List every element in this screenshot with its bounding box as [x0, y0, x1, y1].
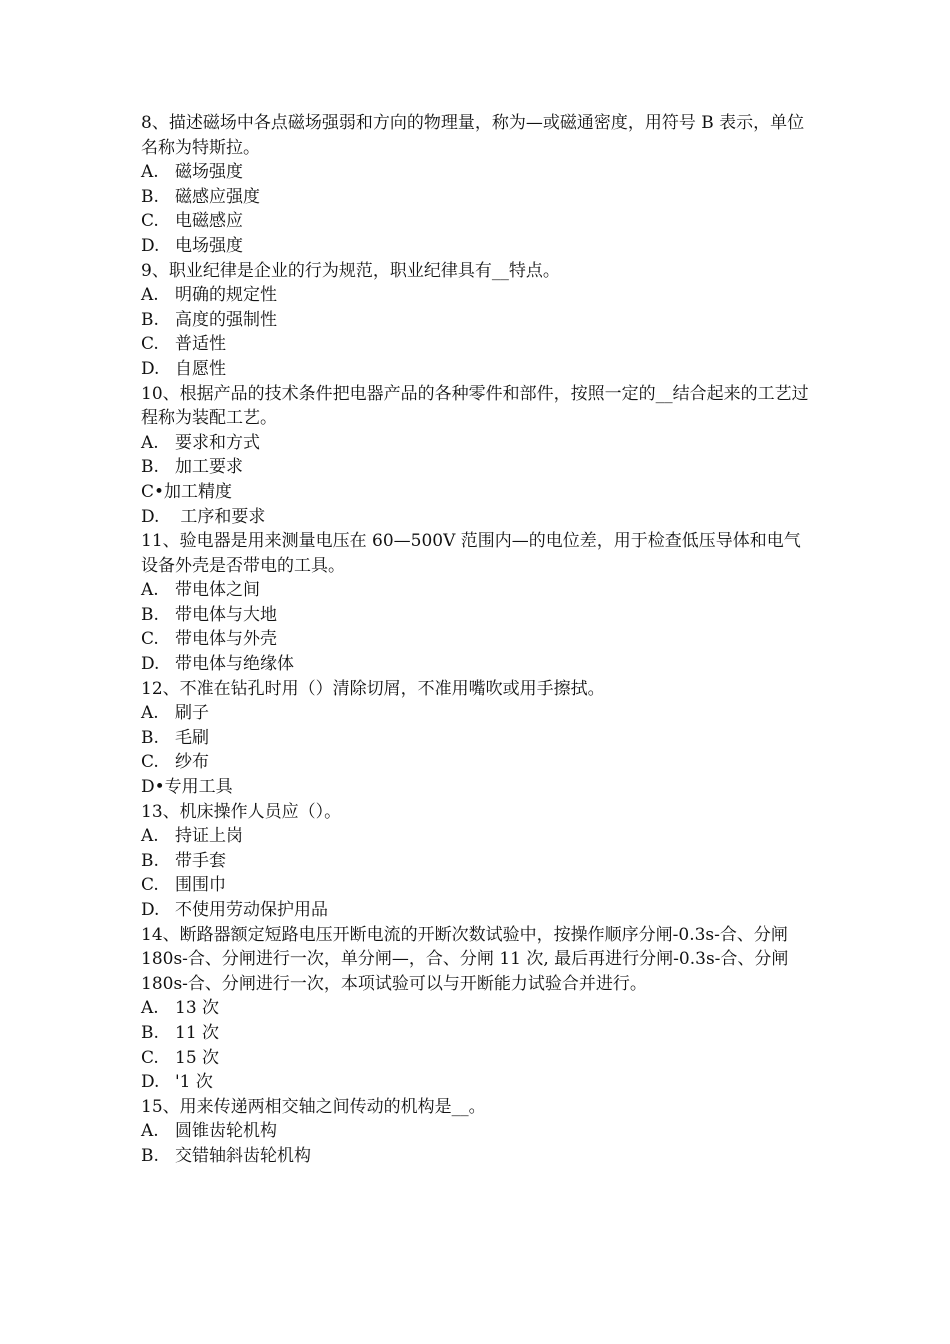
question-block [141, 259, 813, 382]
answer-option [141, 505, 813, 530]
answer-option [141, 1046, 813, 1071]
question-text: 15、用来传递两相交轴之间传动的机构是__。 [141, 1096, 486, 1117]
option-text: 磁场强度 [175, 162, 243, 183]
option-letter: D. [141, 900, 160, 920]
answer-option [141, 701, 813, 726]
option-letter: D. [141, 654, 160, 675]
answer-option [141, 1021, 813, 1046]
answer-option [141, 996, 813, 1021]
answer-option [141, 332, 813, 357]
option-text: 磁感应强度 [175, 186, 260, 207]
answer-option [141, 431, 813, 456]
option-letter: B. [141, 604, 159, 625]
option-text: 带手套 [175, 850, 226, 871]
option-text: 要求和方式 [175, 432, 260, 453]
question-block [141, 923, 813, 1095]
option-letter: A. [141, 998, 159, 1019]
option-text: 加工要求 [175, 457, 243, 478]
question-text: 10、根据产品的技术条件把电器产品的各种零件和部件，按照一定的__结合起来的工艺过程称为装配工艺。 [141, 383, 809, 429]
option-text: 13 次 [175, 998, 220, 1019]
option-text: 不使用劳动保护用品 [175, 900, 328, 920]
option-letter: C. [141, 1047, 159, 1068]
option-text: '1 次 [175, 1072, 213, 1093]
option-letter: A. [141, 826, 159, 847]
answer-option [141, 185, 813, 210]
question-text: 13、机床操作人员应（）。 [141, 801, 342, 822]
option-text: 带电体与外壳 [175, 629, 277, 650]
answer-option [141, 603, 813, 628]
answer-option [141, 627, 813, 652]
answer-option [141, 750, 813, 775]
answer-option [141, 160, 813, 185]
option-letter: A. [141, 580, 159, 601]
option-text: 明确的规定性 [175, 285, 277, 306]
option-letter: A. [141, 432, 159, 453]
option-text: 交错轴斜齿轮机构 [175, 1145, 311, 1166]
option-letter: C. [141, 629, 159, 650]
answer-option [141, 873, 813, 898]
option-text: C•加工精度 [141, 481, 233, 502]
option-letter: C. [141, 334, 159, 355]
answer-option [141, 824, 813, 849]
option-text: 高度的强制性 [175, 309, 277, 330]
option-text: 刷子 [175, 703, 209, 724]
option-letter: D. [141, 235, 160, 256]
option-letter: A. [141, 703, 159, 724]
answer-option [141, 234, 813, 259]
question-text: 9、职业纪律是企业的行为规范，职业纪律具有__特点。 [141, 260, 560, 281]
option-text: 毛刷 [175, 727, 209, 748]
answer-option [141, 775, 813, 800]
option-text: 带电体与绝缘体 [175, 654, 294, 675]
option-text: 电磁感应 [175, 211, 243, 232]
question-block [141, 677, 813, 800]
option-letter: D. [141, 506, 160, 527]
answer-option [141, 578, 813, 603]
option-letter: B. [141, 1145, 159, 1166]
option-letter: B. [141, 1022, 159, 1043]
option-text: 围围巾 [175, 875, 226, 896]
option-text: 带电体与大地 [175, 604, 277, 625]
option-text: 11 次 [175, 1022, 220, 1043]
option-letter: A. [141, 1121, 159, 1142]
option-text: 带电体之间 [175, 580, 260, 601]
option-text: D•专用工具 [141, 777, 233, 798]
option-text: 15 次 [175, 1047, 220, 1068]
answer-option [141, 1119, 813, 1144]
option-letter: B. [141, 186, 159, 207]
option-text: 纱布 [175, 752, 209, 773]
option-text: 自愿性 [175, 358, 226, 379]
answer-option [141, 308, 813, 333]
option-text: 电场强度 [175, 235, 243, 256]
answer-option [141, 849, 813, 874]
option-letter: B. [141, 309, 159, 330]
answer-option [141, 1144, 813, 1169]
option-letter: B. [141, 850, 159, 871]
question-text: 8、描述磁场中各点磁场强弱和方向的物理量，称为—或磁通密度，用符号 B 表示，单位名称为特斯拉。 [141, 113, 805, 158]
option-letter: B. [141, 457, 159, 478]
answer-option [141, 209, 813, 234]
answer-option [141, 480, 813, 505]
option-letter: A. [141, 162, 159, 183]
option-letter: A. [141, 285, 159, 306]
option-letter: B. [141, 727, 159, 748]
answer-option [141, 726, 813, 751]
answer-option [141, 357, 813, 382]
option-letter: C. [141, 875, 159, 896]
question-block [141, 800, 813, 923]
option-letter: D. [141, 1072, 160, 1093]
document-body [141, 111, 813, 1169]
question-text: 12、不准在钻孔时用（）清除切屑，不准用嘴吹或用手擦拭。 [141, 678, 605, 699]
option-text: 工序和要求 [175, 506, 266, 527]
answer-option [141, 898, 813, 923]
option-letter: C. [141, 752, 159, 773]
option-text: 圆锥齿轮机构 [175, 1121, 277, 1142]
question-block [141, 382, 813, 530]
option-text: 普适性 [175, 334, 226, 355]
option-letter: D. [141, 358, 160, 379]
answer-option [141, 283, 813, 308]
answer-option [141, 1070, 813, 1095]
option-letter: C. [141, 211, 159, 232]
question-block [141, 529, 813, 677]
answer-option [141, 652, 813, 677]
question-block [141, 111, 813, 259]
answer-option [141, 455, 813, 480]
question-text: 14、断路器额定短路电压开断电流的开断次数试验中，按操作顺序分闸-0.3s-合、分闸 180s-合、分闸进行一次，单分闸—，合、分闸 11 次, 最后再进行分闸-0.3s-合、分闸 180s-合、分闸进行一次，本项试验可以与开断能力试验合并进行。 [141, 924, 789, 994]
question-block [141, 1095, 813, 1169]
option-text: 持证上岗 [175, 826, 243, 847]
question-text: 11、验电器是用来测量电压在 60—500V 范围内—的电位差，用于检查低压导体和电气设备外壳是否带电的工具。 [141, 531, 801, 576]
